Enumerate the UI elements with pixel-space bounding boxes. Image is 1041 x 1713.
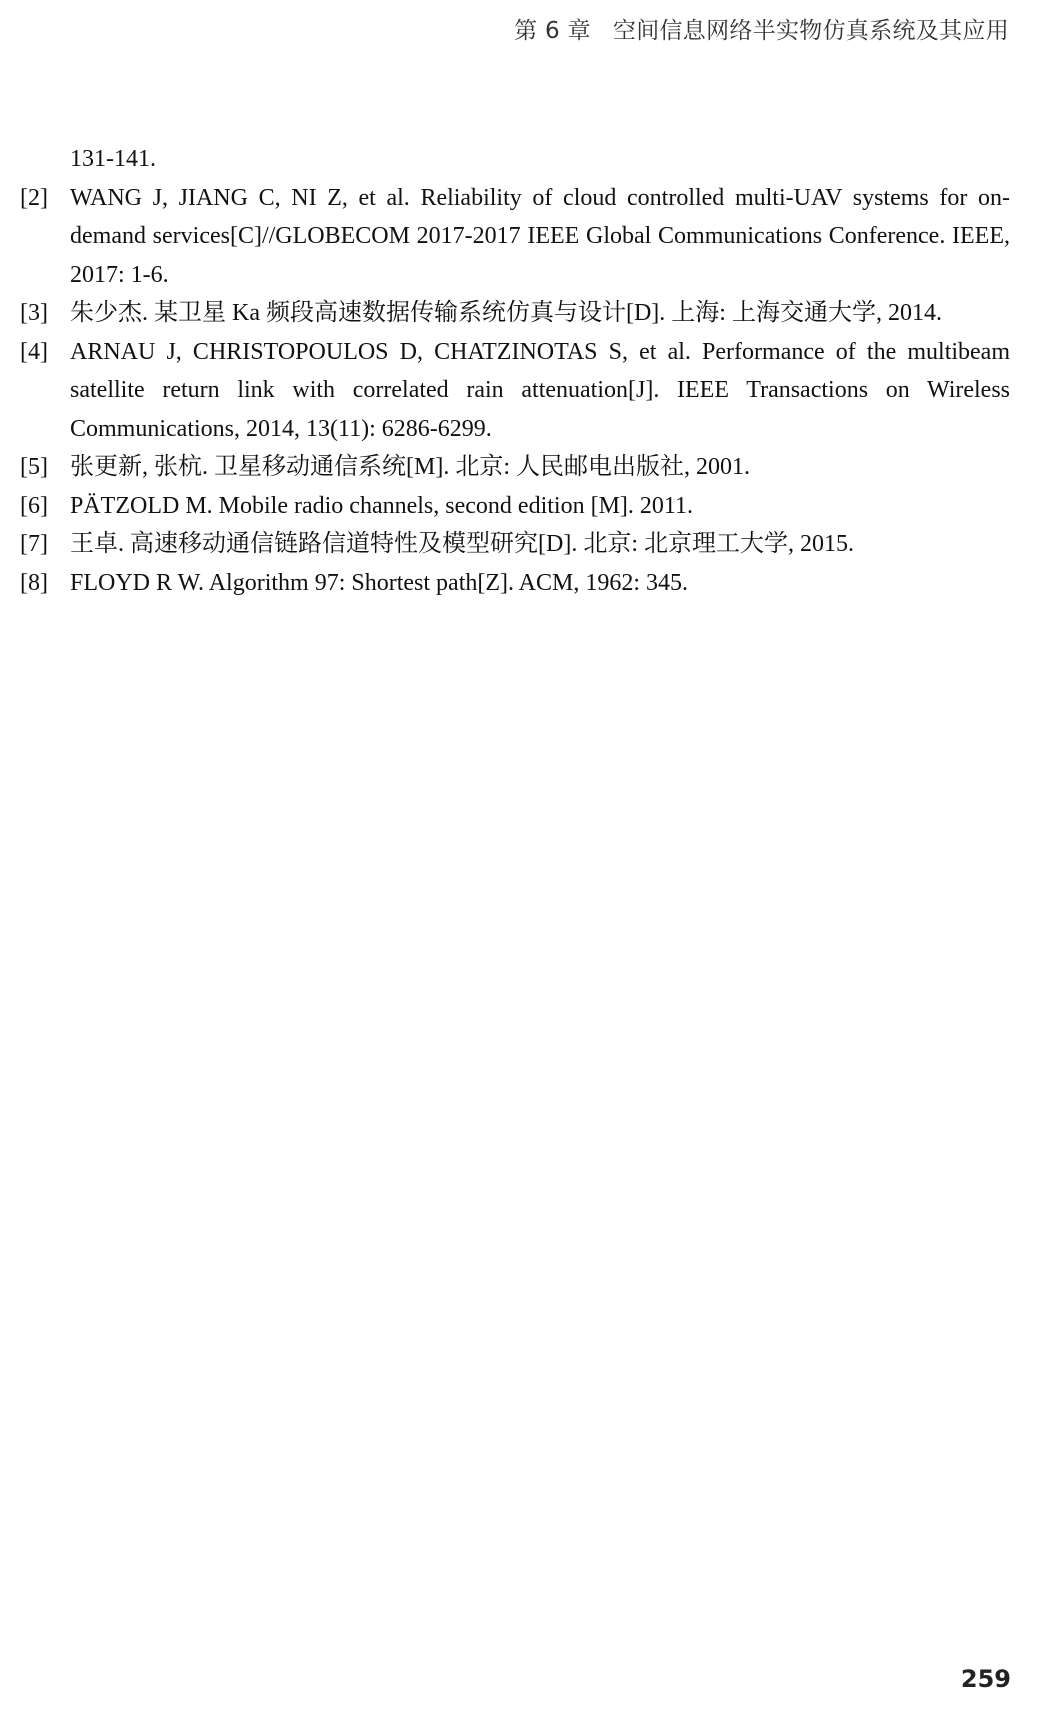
reference-number: [2] (20, 184, 48, 211)
reference-item (20, 294, 1010, 333)
reference-item (20, 179, 1010, 295)
reference-text: PÄTZOLD M. Mobile radio channels, second edition [M]. 2011. (70, 492, 694, 519)
reference-text: 张更新, 张杭. 卫星移动通信系统[M]. 北京: 人民邮电出版社, 2001. (70, 454, 750, 480)
reference-number: [4] (20, 338, 48, 365)
page-number: 259 (960, 1665, 1011, 1693)
chapter-title: 空间信息网络半实物仿真系统及其应用 (612, 18, 1009, 44)
reference-number: [8] (20, 569, 48, 596)
running-header (514, 12, 1009, 45)
reference-number: [6] (20, 492, 48, 519)
reference-item (20, 564, 1010, 603)
reference-text: FLOYD R W. Algorithm 97: Shortest path[Z]. ACM, 1962: 345. (70, 569, 689, 596)
chapter-label: 第 6 章 (514, 18, 591, 44)
reference-number: [5] (20, 454, 48, 480)
reference-item (20, 448, 1010, 487)
reference-list (20, 140, 1010, 602)
reference-continuation: 131-141. (70, 146, 156, 172)
reference-text: ARNAU J, CHRISTOPOULOS D, CHATZINOTAS S, et al. Performance of the multibeam satellite return link with correlated rain attenuation[J]. IEEE Transactions on Wireless Communications, 2014, 13(11): 6286-6299. (70, 338, 1010, 442)
reference-text: 朱少杰. 某卫星 Ka 频段高速数据传输系统仿真与设计[D]. 上海: 上海交通大学, 2014. (70, 300, 942, 326)
reference-number: [7] (20, 531, 48, 557)
reference-number: [3] (20, 300, 48, 326)
reference-item (20, 487, 1010, 526)
reference-text: WANG J, JIANG C, NI Z, et al. Reliability of cloud controlled multi-UAV systems for on-demand services[C]//GLOBECOM 2017-2017 IEEE Global Communications Conference. IEEE, 2017: 1-6. (70, 184, 1010, 288)
reference-item (20, 525, 1010, 564)
reference-text: 王卓. 高速移动通信链路信道特性及模型研究[D]. 北京: 北京理工大学, 2015. (70, 531, 854, 557)
reference-item (20, 333, 1010, 449)
